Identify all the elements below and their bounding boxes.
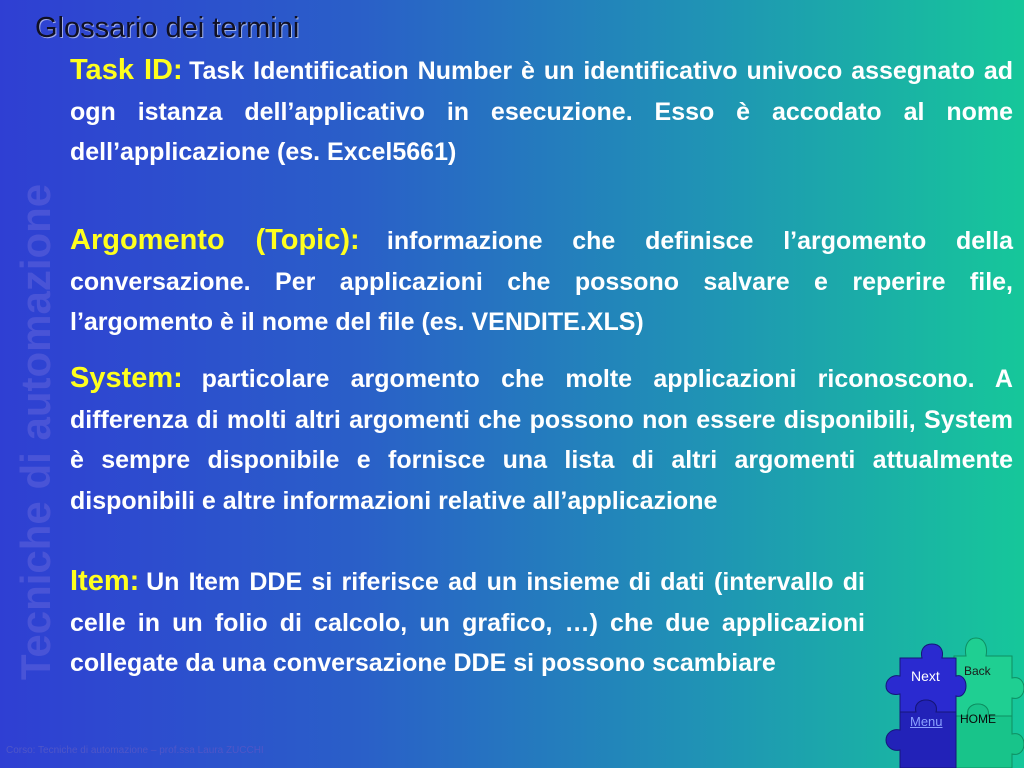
home-button[interactable]: HOME <box>960 712 996 726</box>
page-title: Glossario dei termini <box>35 12 300 44</box>
puzzle-icon <box>876 628 1024 768</box>
entry-term: System: <box>70 362 183 394</box>
back-button[interactable]: Back <box>964 664 991 678</box>
next-button[interactable]: Next <box>911 668 940 684</box>
entry-definition: particolare argomento che molte applicazioni riconoscono. A differenza di molti altri argomenti che possono non essere disponibili, System è sempre disponibile e fornisce una lista di altri argomenti attualmente disponibili e altre informazioni relative all’applicazione <box>70 365 1013 515</box>
entry-argomento <box>70 222 1013 345</box>
menu-button[interactable]: Menu <box>910 714 943 729</box>
footer-credit: Corso: Tecniche di automazione – prof.ssa Laura ZUCCHI <box>6 745 264 756</box>
entry-definition: informazione che definisce l’argomento della conversazione. Per applicazioni che possono salvare e reperire file, l’argomento è il nome del file (es. VENDITE.XLS) <box>70 227 1013 336</box>
entry-definition: Task Identification Number è un identificativo univoco assegnato ad ogn istanza dell’applicativo in esecuzione. Esso è accodato al nome dell’applicazione (es. Excel5661) <box>70 57 1013 166</box>
entry-term: Argomento (Topic): <box>70 224 360 256</box>
entry-term: Item: <box>70 565 140 597</box>
side-title: Tecniche di automazione <box>12 183 59 681</box>
entry-definition: Un Item DDE si riferisce ad un insieme di dati (intervallo di celle in un folio di calcolo, un grafico, …) che due applicazioni collegate da una conversazione DDE si possono scambiare <box>70 568 865 677</box>
entry-task-id <box>70 52 1013 175</box>
puzzle-navigation <box>876 628 1024 768</box>
entry-term: Task ID: <box>70 54 183 86</box>
entry-system <box>70 360 1013 523</box>
entry-item <box>70 563 865 686</box>
